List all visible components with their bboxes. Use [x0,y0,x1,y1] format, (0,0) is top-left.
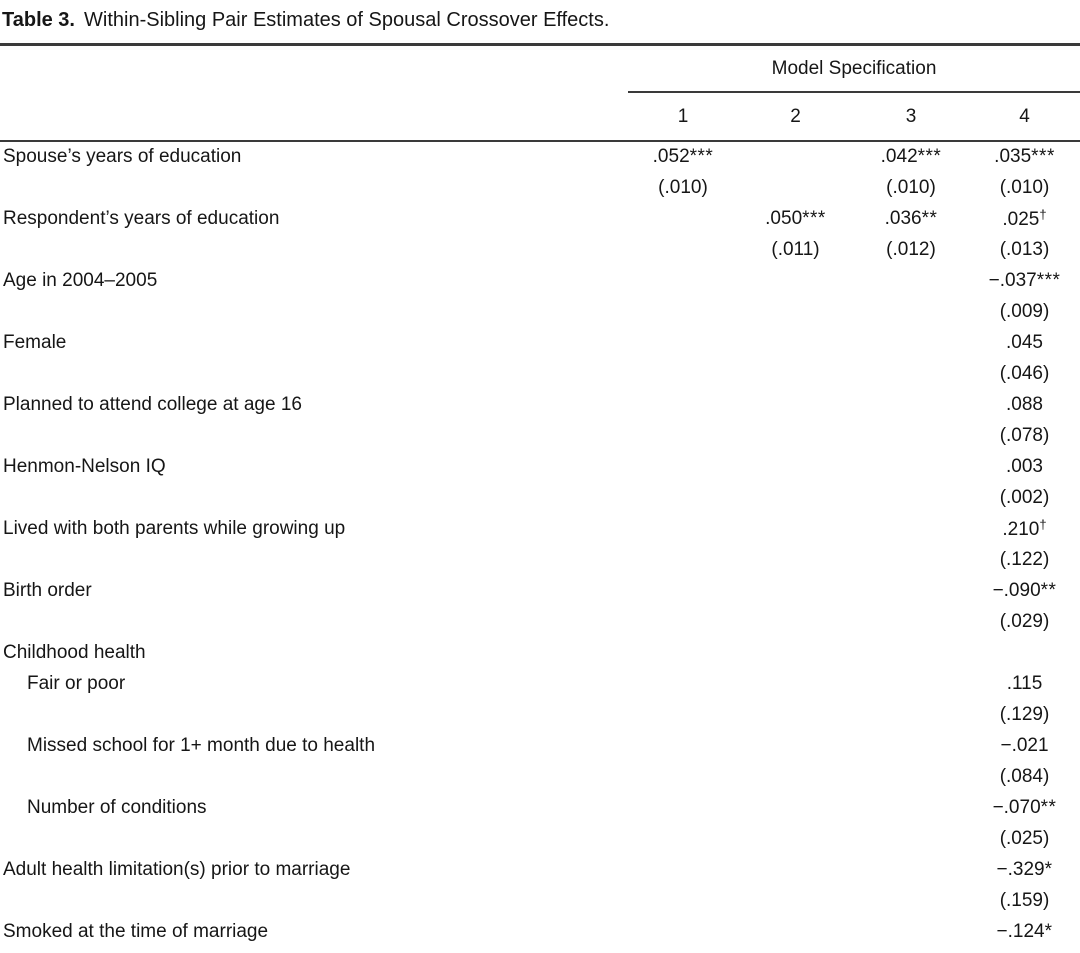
coefficient-cell [969,730,1080,761]
standard-error-cell [853,544,969,575]
row-label-spacer [0,172,628,203]
coefficient-value: .045 [1006,331,1043,353]
significance-marker: * [1044,858,1053,880]
standard-error-cell: (.002) [999,486,1050,508]
standard-error-cell [738,172,853,203]
span-header-row [0,45,1080,93]
standard-error-cell [628,482,738,513]
standard-error-cell [738,885,853,916]
coefficient-cell [969,141,1080,172]
coefficient-cell [853,575,969,606]
row-label: Age in 2004–2005 [3,269,158,291]
table-row [0,513,1080,544]
standard-error-row [0,544,1080,575]
standard-error-row [0,296,1080,327]
coefficient-cell [738,265,853,296]
standard-error-cell [853,358,969,389]
coefficient-cell [738,916,853,947]
standard-error-row [0,761,1080,792]
significance-marker: † [1039,206,1047,222]
row-label-spacer [0,296,628,327]
coefficient-cell [853,668,969,699]
standard-error-cell [628,296,738,327]
coefficient-cell [628,637,738,668]
standard-error-cell [628,761,738,792]
significance-marker: *** [917,146,942,167]
table-row [0,854,1080,885]
coefficient-cell [738,730,853,761]
coefficient-cell [628,327,738,358]
coefficient-cell [738,389,853,420]
standard-error-row [0,699,1080,730]
standard-error-cell [628,606,738,637]
coefficient-value: .003 [1006,455,1043,477]
coefficient-value: .036 [884,207,922,229]
row-label: Missed school for 1+ month due to health [27,734,376,756]
coefficient-cell [738,327,853,358]
standard-error-row [0,606,1080,637]
row-label-spacer [0,823,628,854]
table-row [0,389,1080,420]
standard-error-cell [738,482,853,513]
coefficient-cell [853,854,969,885]
standard-error-cell: (.029) [999,610,1050,632]
coefficient-value: −.070 [992,796,1041,818]
significance-marker: * [1044,920,1053,942]
coefficient-cell [853,327,969,358]
row-label-spacer [0,544,628,575]
standard-error-cell [628,420,738,451]
row-label: Smoked at the time of marriage [3,920,269,942]
row-label: Lived with both parents while growing up [3,517,346,539]
coefficient-value: −.329 [996,858,1045,880]
coefficient-value: −.037 [988,269,1037,291]
table-title [0,0,1080,43]
standard-error-cell: (.046) [999,362,1050,384]
column-header-spacer [0,92,628,141]
table-row [0,265,1080,296]
coefficient-cell [969,389,1080,420]
standard-error-cell: (.129) [999,703,1050,725]
standard-error-row [0,885,1080,916]
table-row [0,141,1080,172]
coefficient-cell [738,637,853,668]
model-specification-header: Model Specification [628,45,1080,93]
coefficient-cell [969,637,1080,668]
standard-error-cell [738,606,853,637]
model-column-header: 2 [738,92,853,141]
coefficient-cell [969,203,1080,234]
coefficient-cell [628,389,738,420]
row-label: Female [3,331,67,353]
coefficient-cell [738,141,853,172]
standard-error-cell: (.084) [999,765,1050,787]
standard-error-cell [628,544,738,575]
table-row [0,730,1080,761]
coefficient-value: −.090 [992,579,1041,601]
coefficient-value: .052 [652,146,690,167]
standard-error-row [0,420,1080,451]
coefficient-cell [628,668,738,699]
coefficient-cell [628,730,738,761]
significance-marker: *** [1036,269,1061,291]
coefficient-cell [969,575,1080,606]
coefficient-cell [628,792,738,823]
significance-marker: † [1039,516,1047,532]
significance-marker: ** [921,207,938,229]
standard-error-cell [853,885,969,916]
standard-error-cell: (.025) [999,827,1050,849]
coefficient-cell [738,451,853,482]
coefficient-cell [853,916,969,947]
coefficient-cell [969,668,1080,699]
standard-error-cell: (.013) [999,238,1050,260]
standard-error-cell [853,823,969,854]
standard-error-cell: (.159) [999,889,1050,911]
span-header-spacer [0,45,628,93]
standard-error-row [0,482,1080,513]
standard-error-cell: (.078) [999,424,1050,446]
coefficient-cell [628,203,738,234]
coefficient-cell [628,854,738,885]
standard-error-row [0,234,1080,265]
coefficient-cell [738,854,853,885]
row-label-spacer [0,885,628,916]
table-number: Table 3. [2,9,75,31]
row-label-spacer [0,358,628,389]
row-label-spacer [0,482,628,513]
coefficient-cell [969,916,1080,947]
coefficient-cell [853,141,969,172]
standard-error-cell: (.012) [886,238,936,260]
coefficient-cell [628,916,738,947]
standard-error-cell [853,699,969,730]
model-column-header: 1 [628,92,738,141]
standard-error-cell [853,296,969,327]
table-row [0,575,1080,606]
row-label: Planned to attend college at age 16 [3,393,302,415]
coefficient-value: .088 [1006,393,1043,415]
standard-error-cell [738,420,853,451]
significance-marker: ** [1040,579,1057,601]
row-label-spacer [0,606,628,637]
standard-error-cell [738,823,853,854]
coefficient-cell [969,451,1080,482]
standard-error-cell [853,606,969,637]
coefficient-cell [969,513,1080,544]
significance-marker: *** [1031,146,1055,167]
row-label: Childhood health [3,641,146,663]
standard-error-cell [628,234,738,265]
row-label: Spouse’s years of education [3,146,242,167]
coefficient-cell [853,203,969,234]
table-row [0,637,1080,668]
standard-error-cell [738,358,853,389]
row-label-spacer [0,761,628,792]
row-label: Fair or poor [27,672,126,694]
standard-error-cell [853,761,969,792]
coefficient-cell [853,265,969,296]
coefficient-cell [853,730,969,761]
table-row [0,916,1080,947]
model-column-header: 3 [853,92,969,141]
standard-error-cell [738,699,853,730]
coefficient-value: .035 [994,146,1032,167]
coefficient-value: .210 [1002,518,1040,540]
table-row [0,792,1080,823]
significance-marker: *** [802,207,826,229]
coefficient-cell [969,265,1080,296]
row-label-spacer [0,234,628,265]
standard-error-cell: (.010) [886,176,936,198]
coefficient-cell [853,792,969,823]
standard-error-row [0,172,1080,203]
coefficient-value: .050 [765,207,803,229]
standard-error-cell [628,823,738,854]
table-row [0,203,1080,234]
row-label: Respondent’s years of education [3,207,280,229]
standard-error-cell [853,482,969,513]
table-row [0,668,1080,699]
standard-error-cell [738,296,853,327]
significance-marker: *** [689,146,714,167]
coefficient-cell [969,792,1080,823]
coefficient-cell [738,668,853,699]
standard-error-cell: (.010) [999,176,1050,198]
coefficient-cell [738,792,853,823]
row-label: Henmon-Nelson IQ [3,455,166,477]
row-label-spacer [0,699,628,730]
coefficient-cell [853,451,969,482]
coefficient-cell [738,203,853,234]
standard-error-cell [853,420,969,451]
row-label: Number of conditions [27,796,207,818]
standard-error-cell: (.010) [658,176,708,198]
row-label: Birth order [3,579,92,601]
column-header-row [0,92,1080,141]
standard-error-cell [738,761,853,792]
coefficient-cell [738,575,853,606]
coefficient-cell [738,513,853,544]
coefficient-cell [628,513,738,544]
coefficient-value: .042 [880,146,918,167]
table-caption: Within-Sibling Pair Estimates of Spousal Crossover Effects. [84,9,610,31]
row-label: Adult health limitation(s) prior to marriage [3,858,351,880]
row-label-spacer [0,420,628,451]
coefficient-value: −.124 [996,920,1045,942]
table-row [0,451,1080,482]
standard-error-row [0,823,1080,854]
coefficient-value: −.021 [1000,734,1049,756]
standard-error-cell: (.122) [999,548,1050,570]
coefficient-cell [969,854,1080,885]
coefficient-value: .025 [1002,208,1040,230]
table-body [0,141,1080,947]
table-row [0,327,1080,358]
standard-error-cell [628,885,738,916]
coefficient-cell [628,265,738,296]
standard-error-cell: (.009) [999,300,1050,322]
coefficient-cell [628,141,738,172]
coefficient-cell [628,575,738,606]
standard-error-cell [628,358,738,389]
significance-marker: ** [1040,796,1057,818]
coefficient-cell [853,389,969,420]
coefficient-cell [853,513,969,544]
coefficient-cell [969,327,1080,358]
coefficient-cell [853,637,969,668]
coefficient-value: .115 [1006,672,1043,694]
standard-error-cell [738,544,853,575]
standard-error-cell: (.011) [771,238,820,260]
standard-error-row [0,358,1080,389]
standard-error-cell [628,699,738,730]
model-column-header: 4 [969,92,1080,141]
regression-table [0,43,1080,947]
coefficient-cell [628,451,738,482]
